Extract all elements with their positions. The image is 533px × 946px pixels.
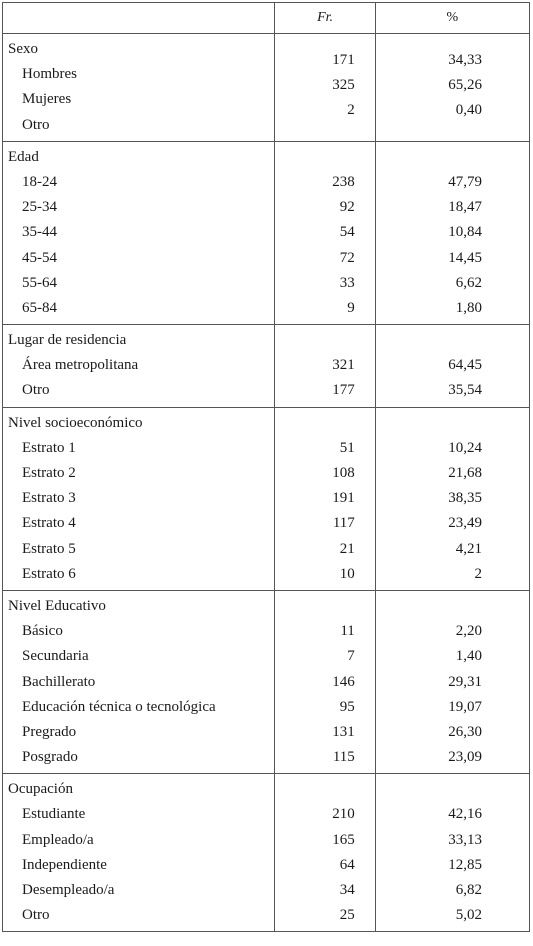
row-percent: 33,13 bbox=[448, 831, 482, 848]
title-spacer bbox=[275, 411, 374, 436]
header-frequency: Fr. bbox=[275, 3, 375, 34]
frequency-cell bbox=[275, 590, 375, 773]
row-frequency: 177 bbox=[332, 382, 355, 399]
frequency-cell bbox=[275, 325, 375, 408]
row-percent: 23,49 bbox=[448, 515, 482, 532]
row-frequency: 210 bbox=[332, 806, 355, 823]
row-frequency: 165 bbox=[332, 831, 355, 848]
row-label: 45-54 bbox=[22, 249, 57, 266]
title-spacer bbox=[376, 411, 529, 436]
row-percent: 5,02 bbox=[455, 907, 482, 924]
row-label: Área metropolitana bbox=[22, 357, 139, 374]
section-title: Edad bbox=[8, 148, 39, 165]
row-percent: 29,31 bbox=[448, 673, 482, 690]
table-body bbox=[3, 34, 530, 932]
category-cell bbox=[3, 34, 275, 142]
row-frequency: 92 bbox=[339, 199, 355, 216]
frequency-cell bbox=[275, 34, 375, 142]
row-label: 65-84 bbox=[22, 299, 57, 316]
category-cell bbox=[3, 590, 275, 773]
row-frequency: 51 bbox=[339, 439, 355, 456]
section-title: Nivel socioeconómico bbox=[8, 414, 143, 431]
row-label: Empleado/a bbox=[22, 831, 94, 848]
percent-cell bbox=[375, 407, 529, 590]
row-percent: 64,45 bbox=[448, 357, 482, 374]
row-frequency: 131 bbox=[332, 723, 355, 740]
frequency-cell bbox=[275, 407, 375, 590]
title-spacer bbox=[376, 777, 529, 802]
row-label: 18-24 bbox=[22, 173, 57, 190]
frequency-cell bbox=[275, 774, 375, 932]
row-label: Secundaria bbox=[22, 648, 89, 665]
row-percent: 35,54 bbox=[448, 382, 482, 399]
row-label: Educación técnica o tecnológica bbox=[22, 698, 216, 715]
row-frequency: 54 bbox=[339, 224, 355, 241]
percent-cell bbox=[375, 141, 529, 324]
row-label: Estrato 1 bbox=[22, 439, 76, 456]
row-frequency: 146 bbox=[332, 673, 355, 690]
percent-cell bbox=[375, 590, 529, 773]
row-label: Estrato 5 bbox=[22, 540, 76, 557]
row-label: Otro bbox=[22, 116, 50, 133]
row-label: Mujeres bbox=[22, 91, 72, 108]
row-frequency: 2 bbox=[347, 102, 355, 119]
category-cell bbox=[3, 774, 275, 932]
row-label: Hombres bbox=[22, 66, 77, 83]
row-frequency: 10 bbox=[339, 565, 355, 582]
row-frequency: 34 bbox=[339, 882, 355, 898]
row-percent: 23,09 bbox=[448, 749, 482, 766]
row-percent: 21,68 bbox=[448, 465, 482, 481]
row-frequency: 9 bbox=[347, 299, 355, 316]
row-frequency: 7 bbox=[347, 648, 355, 665]
row-label: Otro bbox=[22, 907, 50, 924]
row-label: 55-64 bbox=[22, 274, 57, 291]
section-ocupacion bbox=[3, 774, 530, 932]
section-edad bbox=[3, 141, 530, 324]
demographics-table bbox=[2, 2, 530, 932]
row-label: Básico bbox=[22, 623, 63, 640]
row-percent: 0,40 bbox=[455, 102, 482, 119]
row-percent: 6,62 bbox=[455, 274, 482, 291]
header-category bbox=[3, 3, 275, 34]
section-educativo bbox=[3, 590, 530, 773]
row-percent: 47,79 bbox=[448, 173, 482, 190]
row-percent: 1,80 bbox=[455, 299, 482, 316]
row-percent: 38,35 bbox=[448, 490, 482, 507]
row-percent: 4,21 bbox=[455, 540, 482, 557]
section-title: Lugar de residencia bbox=[8, 332, 127, 349]
title-spacer bbox=[275, 777, 374, 802]
row-label: Bachillerato bbox=[22, 673, 96, 690]
row-frequency: 117 bbox=[332, 515, 355, 532]
row-percent: 14,45 bbox=[448, 249, 482, 266]
row-label: Estrato 3 bbox=[22, 490, 76, 507]
row-frequency: 33 bbox=[339, 274, 355, 291]
section-socioeconomico bbox=[3, 407, 530, 590]
section-sexo bbox=[3, 34, 530, 142]
row-label: Desempleado/a bbox=[22, 882, 115, 898]
row-label: Estrato 4 bbox=[22, 515, 76, 532]
header-percent: % bbox=[375, 3, 529, 34]
row-label: Posgrado bbox=[22, 749, 78, 766]
row-label: 35-44 bbox=[22, 224, 57, 241]
percent-cell bbox=[375, 325, 529, 408]
row-percent: 1,40 bbox=[455, 648, 482, 665]
row-frequency: 95 bbox=[339, 698, 355, 715]
row-label: Estrato 2 bbox=[22, 465, 76, 481]
section-title: Sexo bbox=[8, 41, 38, 57]
title-spacer bbox=[275, 145, 374, 170]
row-percent: 10,84 bbox=[448, 224, 482, 241]
row-percent: 18,47 bbox=[448, 199, 482, 216]
row-label: Estudiante bbox=[22, 806, 86, 823]
category-cell bbox=[3, 141, 275, 324]
row-frequency: 72 bbox=[339, 249, 355, 266]
row-label: Pregrado bbox=[22, 723, 77, 740]
title-spacer bbox=[376, 145, 529, 170]
row-frequency: 25 bbox=[339, 907, 355, 924]
row-frequency: 115 bbox=[332, 749, 355, 766]
title-spacer bbox=[275, 328, 374, 353]
row-label: Otro bbox=[22, 382, 50, 399]
row-frequency: 11 bbox=[340, 623, 355, 640]
row-frequency: 21 bbox=[339, 540, 355, 557]
category-cell bbox=[3, 407, 275, 590]
section-residencia bbox=[3, 325, 530, 408]
header-row bbox=[3, 3, 530, 34]
row-frequency: 321 bbox=[332, 357, 355, 374]
row-percent: 19,07 bbox=[448, 698, 482, 715]
title-spacer bbox=[376, 328, 529, 353]
percent-cell bbox=[375, 34, 529, 142]
row-frequency: 171 bbox=[332, 52, 355, 68]
row-frequency: 108 bbox=[332, 465, 355, 481]
row-percent: 2,20 bbox=[455, 623, 482, 640]
row-frequency: 191 bbox=[332, 490, 355, 507]
row-frequency: 238 bbox=[332, 173, 355, 190]
title-spacer bbox=[376, 594, 529, 619]
frequency-cell bbox=[275, 141, 375, 324]
section-title: Nivel Educativo bbox=[8, 597, 106, 614]
row-percent: 26,30 bbox=[448, 723, 482, 740]
row-percent: 42,16 bbox=[448, 806, 482, 823]
title-spacer bbox=[275, 594, 374, 619]
row-frequency: 64 bbox=[339, 856, 355, 873]
row-percent: 6,82 bbox=[455, 882, 482, 898]
row-percent: 65,26 bbox=[448, 77, 482, 94]
row-label: Estrato 6 bbox=[22, 565, 76, 582]
category-cell bbox=[3, 325, 275, 408]
row-label: 25-34 bbox=[22, 199, 57, 216]
row-percent: 10,24 bbox=[448, 439, 482, 456]
percent-cell bbox=[375, 774, 529, 932]
row-percent: 2 bbox=[474, 565, 482, 582]
section-title: Ocupación bbox=[8, 781, 73, 798]
row-percent: 12,85 bbox=[448, 856, 482, 873]
row-percent: 34,33 bbox=[448, 52, 482, 68]
row-frequency: 325 bbox=[332, 77, 355, 94]
row-label: Independiente bbox=[22, 856, 107, 873]
